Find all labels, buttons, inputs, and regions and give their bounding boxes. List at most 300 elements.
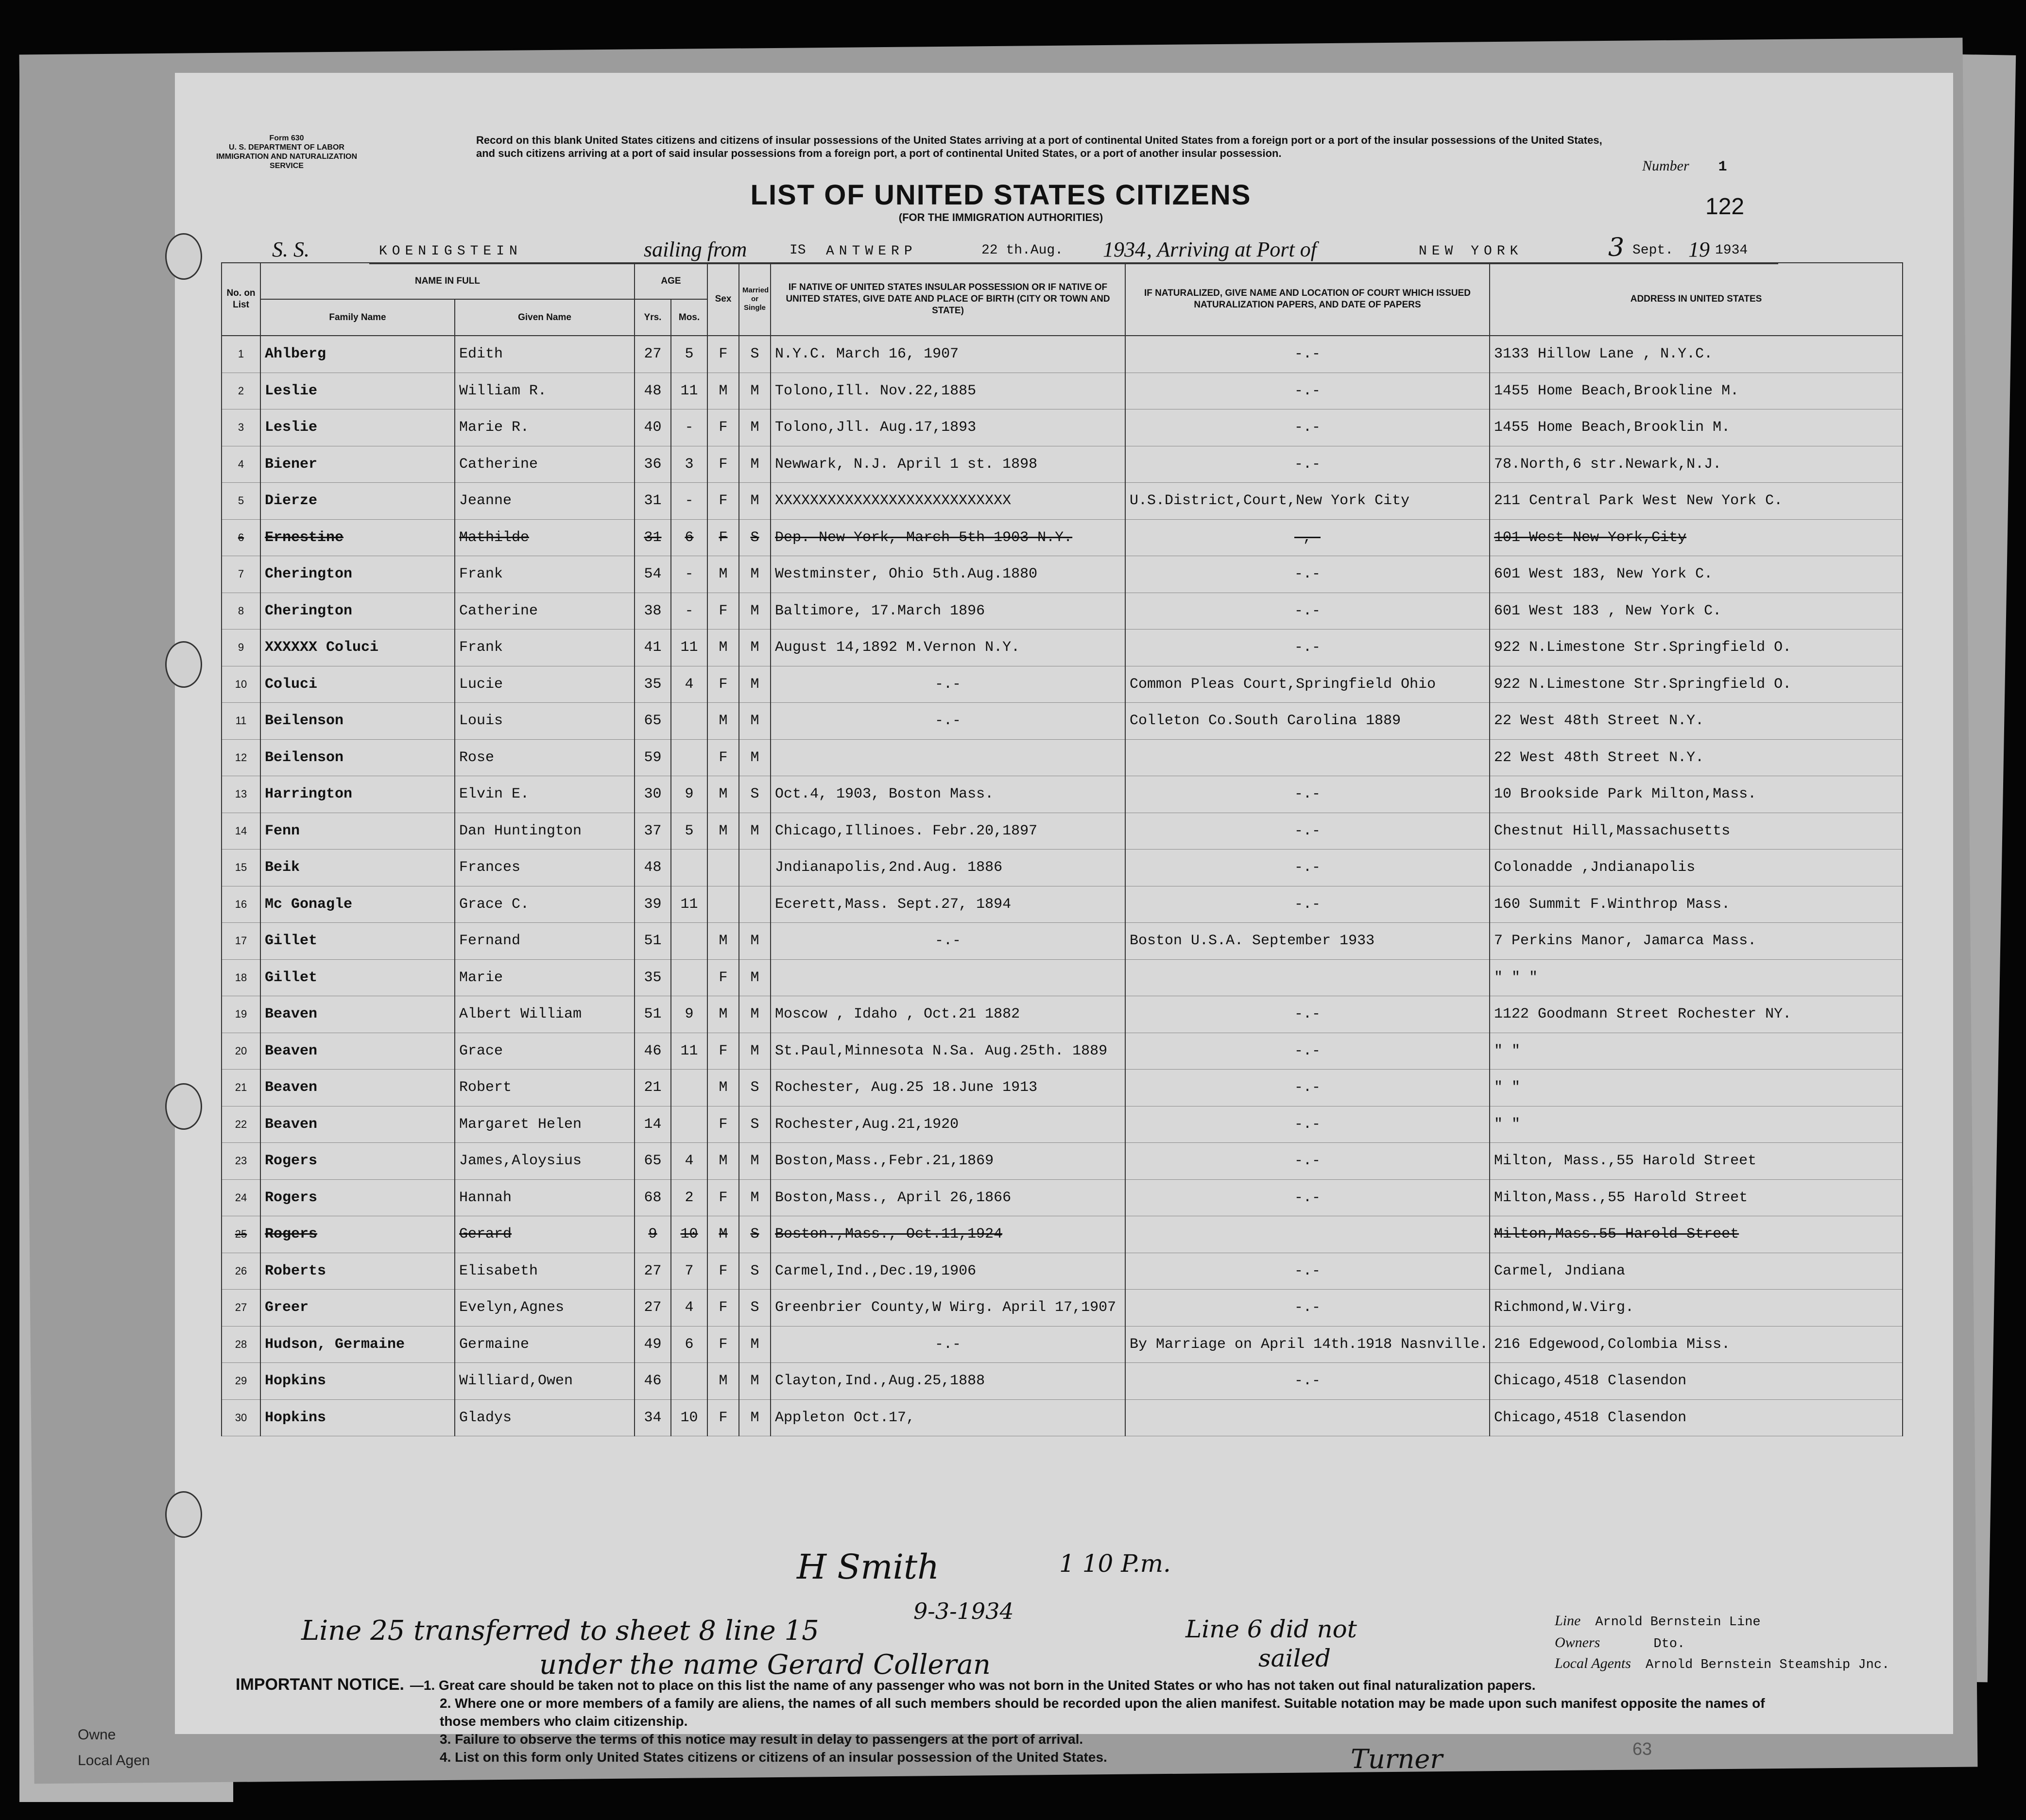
birth-info: Ecerett,Mass. Sept.27, 1894 bbox=[771, 886, 1125, 923]
age-months: 11 bbox=[671, 629, 707, 666]
col-age: AGE bbox=[635, 263, 707, 299]
us-address: 922 N.Limestone Str.Springfield O. bbox=[1490, 666, 1903, 703]
age-years: 31 bbox=[635, 483, 671, 520]
marital-status bbox=[739, 850, 771, 886]
age-months: 11 bbox=[671, 1033, 707, 1070]
age-months bbox=[671, 1070, 707, 1106]
family-name: Biener bbox=[260, 446, 455, 483]
us-address: 7 Perkins Manor, Jamarca Mass. bbox=[1490, 923, 1903, 960]
table-row bbox=[222, 1106, 1903, 1143]
marital-status: M bbox=[739, 703, 771, 740]
us-address: 1122 Goodmann Street Rochester NY. bbox=[1490, 996, 1903, 1033]
birth-info: Chicago,Illinoes. Febr.20,1897 bbox=[771, 813, 1125, 850]
sex: F bbox=[707, 1033, 739, 1070]
marital-status: M bbox=[739, 666, 771, 703]
row-number: 26 bbox=[222, 1253, 260, 1290]
age-months: 10 bbox=[671, 1216, 707, 1253]
age-years: 27 bbox=[635, 1290, 671, 1327]
given-name: Germaine bbox=[455, 1326, 635, 1363]
us-address: 22 West 48th Street N.Y. bbox=[1490, 739, 1903, 776]
naturalization-info: -.- bbox=[1125, 629, 1490, 666]
col-family: Family Name bbox=[260, 299, 455, 336]
age-months: 6 bbox=[671, 519, 707, 556]
row-number: 5 bbox=[222, 483, 260, 520]
family-name: Rogers bbox=[260, 1216, 455, 1253]
naturalization-info: -.- bbox=[1125, 1253, 1490, 1290]
given-name: Gerard bbox=[455, 1216, 635, 1253]
sex: F bbox=[707, 1326, 739, 1363]
given-name: Albert William bbox=[455, 996, 635, 1033]
age-months: - bbox=[671, 593, 707, 629]
age-years: 27 bbox=[635, 336, 671, 373]
age-years: 51 bbox=[635, 923, 671, 960]
birth-info: Westminster, Ohio 5th.Aug.1880 bbox=[771, 556, 1125, 593]
age-years: 30 bbox=[635, 776, 671, 813]
given-name: Louis bbox=[455, 703, 635, 740]
col-sex: Sex bbox=[707, 263, 739, 336]
age-years: 38 bbox=[635, 593, 671, 629]
table-row bbox=[222, 1363, 1903, 1400]
family-name: Leslie bbox=[260, 409, 455, 446]
us-address: 601 West 183, New York C. bbox=[1490, 556, 1903, 593]
col-address: ADDRESS IN UNITED STATES bbox=[1490, 263, 1903, 336]
family-name: Cherington bbox=[260, 593, 455, 629]
marital-status: M bbox=[739, 739, 771, 776]
given-name: Lucie bbox=[455, 666, 635, 703]
marital-status: M bbox=[739, 373, 771, 409]
naturalization-info: By Marriage on April 14th.1918 Nasnville. bbox=[1125, 1326, 1490, 1363]
given-name: Fernand bbox=[455, 923, 635, 960]
table-row bbox=[222, 1216, 1903, 1253]
notice-1: —1. Great care should be taken not to place on this list the name of any passenger who was not born in the United States or who has not taken out final naturalization papers. bbox=[410, 1678, 1536, 1693]
age-years: 48 bbox=[635, 373, 671, 409]
binder-hole bbox=[165, 1083, 202, 1130]
birth-info: Greenbrier County,W Wirg. April 17,1907 bbox=[771, 1290, 1125, 1327]
depart-day: 22 th.Aug. bbox=[981, 243, 1064, 258]
birth-info: Boston,Mass., April 26,1866 bbox=[771, 1179, 1125, 1216]
row-number: 9 bbox=[222, 629, 260, 666]
row-number: 18 bbox=[222, 959, 260, 996]
age-years: 46 bbox=[635, 1363, 671, 1400]
age-months: 4 bbox=[671, 666, 707, 703]
stamp-number: 63 bbox=[1632, 1739, 1652, 1759]
age-months bbox=[671, 923, 707, 960]
age-years: 46 bbox=[635, 1033, 671, 1070]
footer-agents-value: Arnold Bernstein Steamship Jnc. bbox=[1645, 1658, 1890, 1672]
sex: F bbox=[707, 666, 739, 703]
birth-info: -.- bbox=[771, 666, 1125, 703]
col-naturalized: IF NATURALIZED, GIVE NAME AND LOCATION OF COURT WHICH ISSUED NATURALIZATION PAPERS, AND DATE OF PAPERS bbox=[1125, 263, 1490, 336]
family-name: Ernestine bbox=[260, 519, 455, 556]
given-name: Elvin E. bbox=[455, 776, 635, 813]
col-yrs: Yrs. bbox=[635, 299, 671, 336]
marital-status: M bbox=[739, 593, 771, 629]
naturalization-info: -.- bbox=[1125, 409, 1490, 446]
row-number: 4 bbox=[222, 446, 260, 483]
age-years: 51 bbox=[635, 996, 671, 1033]
given-name: Dan Huntington bbox=[455, 813, 635, 850]
table-row bbox=[222, 593, 1903, 629]
ship-name: KOENIGSTEIN bbox=[379, 244, 522, 259]
sex: F bbox=[707, 336, 739, 373]
age-years: 59 bbox=[635, 739, 671, 776]
marital-status: M bbox=[739, 483, 771, 520]
table-row bbox=[222, 1033, 1903, 1070]
age-months: 4 bbox=[671, 1290, 707, 1327]
row-number: 20 bbox=[222, 1033, 260, 1070]
marital-status: M bbox=[739, 1033, 771, 1070]
birth-info: Appleton Oct.17, bbox=[771, 1399, 1125, 1436]
given-name: James,Aloysius bbox=[455, 1143, 635, 1180]
us-address: Milton,Mass.,55 Harold Street bbox=[1490, 1179, 1903, 1216]
table-row bbox=[222, 886, 1903, 923]
age-years: 31 bbox=[635, 519, 671, 556]
naturalization-info: -.- bbox=[1125, 1070, 1490, 1106]
us-address: " " bbox=[1490, 1070, 1903, 1106]
birth-info: Carmel,Ind.,Dec.19,1906 bbox=[771, 1253, 1125, 1290]
marital-status: M bbox=[739, 446, 771, 483]
table-row bbox=[222, 629, 1903, 666]
us-address: 216 Edgewood,Colombia Miss. bbox=[1490, 1326, 1903, 1363]
sex: M bbox=[707, 776, 739, 813]
age-years: 37 bbox=[635, 813, 671, 850]
naturalization-info: -.- bbox=[1125, 1363, 1490, 1400]
us-address: 1455 Home Beach,Brookline M. bbox=[1490, 373, 1903, 409]
sex: M bbox=[707, 373, 739, 409]
table-row bbox=[222, 1179, 1903, 1216]
age-months: 3 bbox=[671, 446, 707, 483]
row-number: 25 bbox=[222, 1216, 260, 1253]
naturalization-info: U.S.District,Court,New York City bbox=[1125, 483, 1490, 520]
naturalization-info: Colleton Co.South Carolina 1889 bbox=[1125, 703, 1490, 740]
table-row bbox=[222, 813, 1903, 850]
sex: F bbox=[707, 739, 739, 776]
sex: M bbox=[707, 703, 739, 740]
birth-info: August 14,1892 M.Vernon N.Y. bbox=[771, 629, 1125, 666]
us-address: Milton,Mass.55 Harold Street bbox=[1490, 1216, 1903, 1253]
marital-status: M bbox=[739, 923, 771, 960]
age-years: 65 bbox=[635, 703, 671, 740]
age-years: 36 bbox=[635, 446, 671, 483]
family-name: Hopkins bbox=[260, 1363, 455, 1400]
birth-info bbox=[771, 959, 1125, 996]
footer-line-label: Line bbox=[1555, 1613, 1581, 1629]
handwritten-turner: Turner bbox=[1351, 1744, 1443, 1774]
naturalization-info: Boston U.S.A. September 1933 bbox=[1125, 923, 1490, 960]
row-number: 8 bbox=[222, 593, 260, 629]
col-mos: Mos. bbox=[671, 299, 707, 336]
marital-status: S bbox=[739, 1070, 771, 1106]
table-row bbox=[222, 336, 1903, 373]
naturalization-info: -.- bbox=[1125, 886, 1490, 923]
row-number: 23 bbox=[222, 1143, 260, 1180]
col-no: No. on List bbox=[222, 263, 260, 336]
age-months bbox=[671, 739, 707, 776]
depart-year: 1934 bbox=[1103, 238, 1146, 261]
marital-status: M bbox=[739, 813, 771, 850]
table-row bbox=[222, 1143, 1903, 1180]
given-name: Grace C. bbox=[455, 886, 635, 923]
notice-3: 3. Failure to observe the terms of this notice may result in delay to passengers at the port of arrival. bbox=[440, 1732, 1083, 1747]
family-name: Roberts bbox=[260, 1253, 455, 1290]
given-name: Catherine bbox=[455, 446, 635, 483]
table-row bbox=[222, 739, 1903, 776]
age-months: 5 bbox=[671, 813, 707, 850]
birth-info: Rochester, Aug.25 18.June 1913 bbox=[771, 1070, 1125, 1106]
marital-status: S bbox=[739, 1290, 771, 1327]
handwritten-transfer-note: Line 25 transferred to sheet 8 line 15 bbox=[301, 1615, 819, 1647]
row-number: 10 bbox=[222, 666, 260, 703]
row-number: 28 bbox=[222, 1326, 260, 1363]
age-months: 5 bbox=[671, 336, 707, 373]
page-title: LIST OF UNITED STATES CITIZENS bbox=[750, 179, 1252, 211]
age-months: 9 bbox=[671, 776, 707, 813]
table-row bbox=[222, 776, 1903, 813]
sex: M bbox=[707, 1070, 739, 1106]
marital-status: M bbox=[739, 629, 771, 666]
given-name: Williard,Owen bbox=[455, 1363, 635, 1400]
age-years: 41 bbox=[635, 629, 671, 666]
given-name: Jeanne bbox=[455, 483, 635, 520]
footer-owners-label: Owners bbox=[1555, 1634, 1600, 1650]
age-months: - bbox=[671, 483, 707, 520]
row-number: 16 bbox=[222, 886, 260, 923]
row-number: 19 bbox=[222, 996, 260, 1033]
row-number: 27 bbox=[222, 1290, 260, 1327]
naturalization-info: -.- bbox=[1125, 1143, 1490, 1180]
naturalization-info: -.- bbox=[1125, 850, 1490, 886]
family-name: Cherington bbox=[260, 556, 455, 593]
underlying-agents-label: Local Agen bbox=[78, 1752, 150, 1769]
row-number: 24 bbox=[222, 1179, 260, 1216]
family-name: Hudson, Germaine bbox=[260, 1326, 455, 1363]
manifest-sheet bbox=[175, 73, 1953, 1774]
row-number: 29 bbox=[222, 1363, 260, 1400]
age-years: 68 bbox=[635, 1179, 671, 1216]
marital-status: M bbox=[739, 1143, 771, 1180]
table-row bbox=[222, 519, 1903, 556]
sex: F bbox=[707, 1399, 739, 1436]
table-row bbox=[222, 1290, 1903, 1327]
sex: F bbox=[707, 483, 739, 520]
sex: M bbox=[707, 556, 739, 593]
handwritten-transfer-name: under the name Gerard Colleran bbox=[539, 1649, 991, 1681]
naturalization-info: -.- bbox=[1125, 1033, 1490, 1070]
age-months bbox=[671, 703, 707, 740]
family-name: Dierze bbox=[260, 483, 455, 520]
age-months: 10 bbox=[671, 1399, 707, 1436]
age-months: 11 bbox=[671, 886, 707, 923]
family-name: Beaven bbox=[260, 1070, 455, 1106]
marital-status: S bbox=[739, 519, 771, 556]
row-number: 15 bbox=[222, 850, 260, 886]
sex: M bbox=[707, 923, 739, 960]
given-name: Marie bbox=[455, 959, 635, 996]
us-address: 922 N.Limestone Str.Springfield O. bbox=[1490, 629, 1903, 666]
family-name: Beaven bbox=[260, 1033, 455, 1070]
birth-info: -.- bbox=[771, 703, 1125, 740]
table-row bbox=[222, 703, 1903, 740]
sex: M bbox=[707, 813, 739, 850]
row-number: 2 bbox=[222, 373, 260, 409]
sex: F bbox=[707, 446, 739, 483]
marital-status: M bbox=[739, 996, 771, 1033]
handwritten-line6-note: Line 6 did not bbox=[1185, 1615, 1357, 1643]
sex: F bbox=[707, 593, 739, 629]
given-name: Marie R. bbox=[455, 409, 635, 446]
footer-line bbox=[1555, 1613, 1761, 1630]
table-row bbox=[222, 959, 1903, 996]
age-months bbox=[671, 959, 707, 996]
notice-line-1 bbox=[236, 1676, 1790, 1694]
table-row bbox=[222, 556, 1903, 593]
age-years: 40 bbox=[635, 409, 671, 446]
notice-2: 2. Where one or more members of a family are aliens, the names of all such members should be recorded upon the alien manifest. Suitable notation may be made upon such manifest opposite the names of those members who claim citizenship. bbox=[440, 1696, 1765, 1729]
us-address: Chicago,4518 Clasendon bbox=[1490, 1399, 1903, 1436]
naturalization-info bbox=[1125, 959, 1490, 996]
page-subtitle: (FOR THE IMMIGRATION AUTHORITIES) bbox=[898, 211, 1103, 223]
us-address: Colonadde ,Jndianapolis bbox=[1490, 850, 1903, 886]
sex: M bbox=[707, 629, 739, 666]
age-years: 21 bbox=[635, 1070, 671, 1106]
us-address: 1455 Home Beach,Brooklin M. bbox=[1490, 409, 1903, 446]
given-name: Gladys bbox=[455, 1399, 635, 1436]
row-number: 7 bbox=[222, 556, 260, 593]
signature-time: 1 10 P.m. bbox=[1059, 1549, 1171, 1578]
page-number: 122 bbox=[1705, 194, 1745, 220]
sex: F bbox=[707, 1179, 739, 1216]
birth-info: -.- bbox=[771, 923, 1125, 960]
family-name: Fenn bbox=[260, 813, 455, 850]
table-row bbox=[222, 409, 1903, 446]
marital-status: M bbox=[739, 1363, 771, 1400]
family-name: Beaven bbox=[260, 996, 455, 1033]
table-row bbox=[222, 1253, 1903, 1290]
marital-status: S bbox=[739, 1253, 771, 1290]
arriving-label: , Arriving at Port of bbox=[1147, 238, 1317, 261]
family-name: Beilenson bbox=[260, 703, 455, 740]
table-row bbox=[222, 446, 1903, 483]
footer-line-value: Arnold Bernstein Line bbox=[1595, 1615, 1761, 1630]
age-years: 48 bbox=[635, 850, 671, 886]
birth-info: Clayton,Ind.,Aug.25,1888 bbox=[771, 1363, 1125, 1400]
us-address: 211 Central Park West New York C. bbox=[1490, 483, 1903, 520]
us-address: Milton, Mass.,55 Harold Street bbox=[1490, 1143, 1903, 1180]
notice-4: 4. List on this form only United States citizens or citizens of an insular possession of the United States. bbox=[440, 1750, 1107, 1765]
table-body bbox=[222, 336, 1903, 1436]
given-name: Hannah bbox=[455, 1179, 635, 1216]
passenger-table bbox=[221, 262, 1902, 1436]
given-name: Frances bbox=[455, 850, 635, 886]
family-name: Gillet bbox=[260, 923, 455, 960]
marital-status: S bbox=[739, 776, 771, 813]
table-row bbox=[222, 373, 1903, 409]
naturalization-info: -,- bbox=[1125, 519, 1490, 556]
birth-info: N.Y.C. March 16, 1907 bbox=[771, 336, 1125, 373]
family-name: Beaven bbox=[260, 1106, 455, 1143]
age-years: 9 bbox=[635, 1216, 671, 1253]
list-number-label: Number bbox=[1642, 158, 1689, 174]
naturalization-info: -.- bbox=[1125, 446, 1490, 483]
given-name: Frank bbox=[455, 556, 635, 593]
table-row bbox=[222, 850, 1903, 886]
sex: M bbox=[707, 1143, 739, 1180]
us-address: 10 Brookside Park Milton,Mass. bbox=[1490, 776, 1903, 813]
marital-status: M bbox=[739, 409, 771, 446]
family-name: Beik bbox=[260, 850, 455, 886]
us-address: " " bbox=[1490, 1033, 1903, 1070]
marital-status: S bbox=[739, 1216, 771, 1253]
birth-info: Tolono,Ill. Nov.22,1885 bbox=[771, 373, 1125, 409]
family-name: Gillet bbox=[260, 959, 455, 996]
family-name: Beilenson bbox=[260, 739, 455, 776]
sailing-label: sailing from bbox=[644, 238, 747, 261]
naturalization-info: -.- bbox=[1125, 373, 1490, 409]
handwritten-line6-sailed: sailed bbox=[1258, 1644, 1331, 1672]
row-number: 17 bbox=[222, 923, 260, 960]
birth-info: Baltimore, 17.March 1896 bbox=[771, 593, 1125, 629]
age-months: 9 bbox=[671, 996, 707, 1033]
age-months: - bbox=[671, 556, 707, 593]
family-name: Rogers bbox=[260, 1179, 455, 1216]
table-row bbox=[222, 666, 1903, 703]
family-name: Hopkins bbox=[260, 1399, 455, 1436]
family-name: Mc Gonagle bbox=[260, 886, 455, 923]
age-months bbox=[671, 1363, 707, 1400]
age-months: 11 bbox=[671, 373, 707, 409]
age-years: 27 bbox=[635, 1253, 671, 1290]
row-number: 6 bbox=[222, 519, 260, 556]
handwritten-note-date: 9-3-1934 bbox=[913, 1598, 1014, 1624]
col-birth: IF NATIVE OF UNITED STATES INSULAR POSSESSION OR IF NATIVE OF UNITED STATES, GIVE DATE AND PLACE OF BIRTH (CITY OR TOWN AND STATE) bbox=[771, 263, 1125, 336]
row-number: 14 bbox=[222, 813, 260, 850]
marital-status: M bbox=[739, 1179, 771, 1216]
age-years: 54 bbox=[635, 556, 671, 593]
family-name: XXXXXX Coluci bbox=[260, 629, 455, 666]
family-name: Leslie bbox=[260, 373, 455, 409]
row-number: 13 bbox=[222, 776, 260, 813]
marital-status: S bbox=[739, 1106, 771, 1143]
naturalization-info: -.- bbox=[1125, 1290, 1490, 1327]
age-months: 4 bbox=[671, 1143, 707, 1180]
birth-info: St.Paul,Minnesota N.Sa. Aug.25th. 1889 bbox=[771, 1033, 1125, 1070]
age-years: 35 bbox=[635, 959, 671, 996]
marital-status bbox=[739, 886, 771, 923]
underlying-owners-label: Owne bbox=[78, 1727, 116, 1743]
age-months: 2 bbox=[671, 1179, 707, 1216]
notice-heading: IMPORTANT NOTICE. bbox=[236, 1675, 404, 1694]
birth-info: Moscow , Idaho , Oct.21 1882 bbox=[771, 996, 1125, 1033]
age-months: - bbox=[671, 409, 707, 446]
us-address: Chestnut Hill,Massachusetts bbox=[1490, 813, 1903, 850]
footer-owners-value: Dto. bbox=[1653, 1637, 1685, 1651]
given-name: Margaret Helen bbox=[455, 1106, 635, 1143]
row-number: 1 bbox=[222, 336, 260, 373]
marital-status: M bbox=[739, 1399, 771, 1436]
ss-label: S. S. bbox=[272, 238, 309, 261]
given-name: Grace bbox=[455, 1033, 635, 1070]
row-number: 21 bbox=[222, 1070, 260, 1106]
given-name: Robert bbox=[455, 1070, 635, 1106]
naturalization-info: -.- bbox=[1125, 1106, 1490, 1143]
sex: M bbox=[707, 1216, 739, 1253]
naturalization-info bbox=[1125, 1216, 1490, 1253]
age-months bbox=[671, 1106, 707, 1143]
family-name: Ahlberg bbox=[260, 336, 455, 373]
birth-info: -.- bbox=[771, 1326, 1125, 1363]
birth-info: Boston.,Mass., Oct.11,1924 bbox=[771, 1216, 1125, 1253]
birth-info: Oct.4, 1903, Boston Mass. bbox=[771, 776, 1125, 813]
